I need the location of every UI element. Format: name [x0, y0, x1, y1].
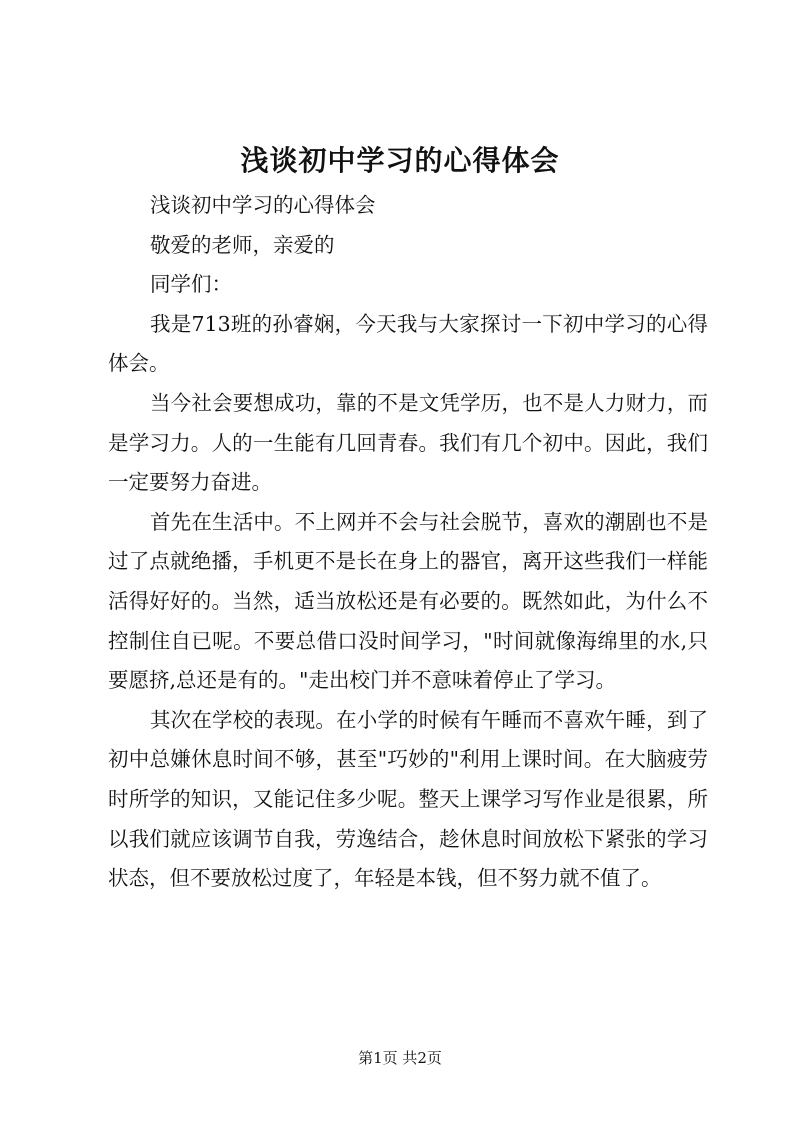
page-footer: 第1页 共2页	[358, 1049, 442, 1067]
paragraph-intro: 我是713班的孙睿娴，今天我与大家探讨一下初中学习的心得体会。	[108, 311, 708, 376]
document-title: 浅谈初中学习的心得体会	[240, 144, 560, 177]
paragraph-salutation: 敬爱的老师，亲爱的	[150, 232, 335, 257]
document-body	[108, 186, 708, 899]
paragraph-body: 首先在生活中。不上网并不会与社会脱节，喜欢的潮剧也不是过了点就绝播，手机更不是长在身上的器官，离开这些我们一样能活得好好的。当然，适当放松还是有必要的。既然如此，为什么不控制住自已呢。不要总借口没时间学习，"时间就像海绵里的水,只要愿挤,总还是有的。"走出校门并不意味着停止了学习。	[108, 509, 708, 693]
paragraph-salutation-cont: 同学们：	[150, 272, 232, 297]
paragraph-body: 其次在学校的表现。在小学的时候有午睡而不喜欢午睡，到了初中总嫌休息时间不够，甚至"巧妙的"利用上课时间。在大脑疲劳时所学的知识，又能记住多少呢。整天上课学习写作业是很累，所以我们就应该调节自我，劳逸结合，趁休息时间放松下紧张的学习状态，但不要放松过度了，年轻是本钱，但不努力就不值了。	[108, 707, 708, 891]
paragraph-subtitle: 浅谈初中学习的心得体会	[150, 193, 376, 217]
paragraph-body: 当今社会要想成功，靠的不是文凭学历，也不是人力财力，而是学习力。人的一生能有几回青春。我们有几个初中。因此，我们一定要努力奋进。	[108, 390, 708, 495]
